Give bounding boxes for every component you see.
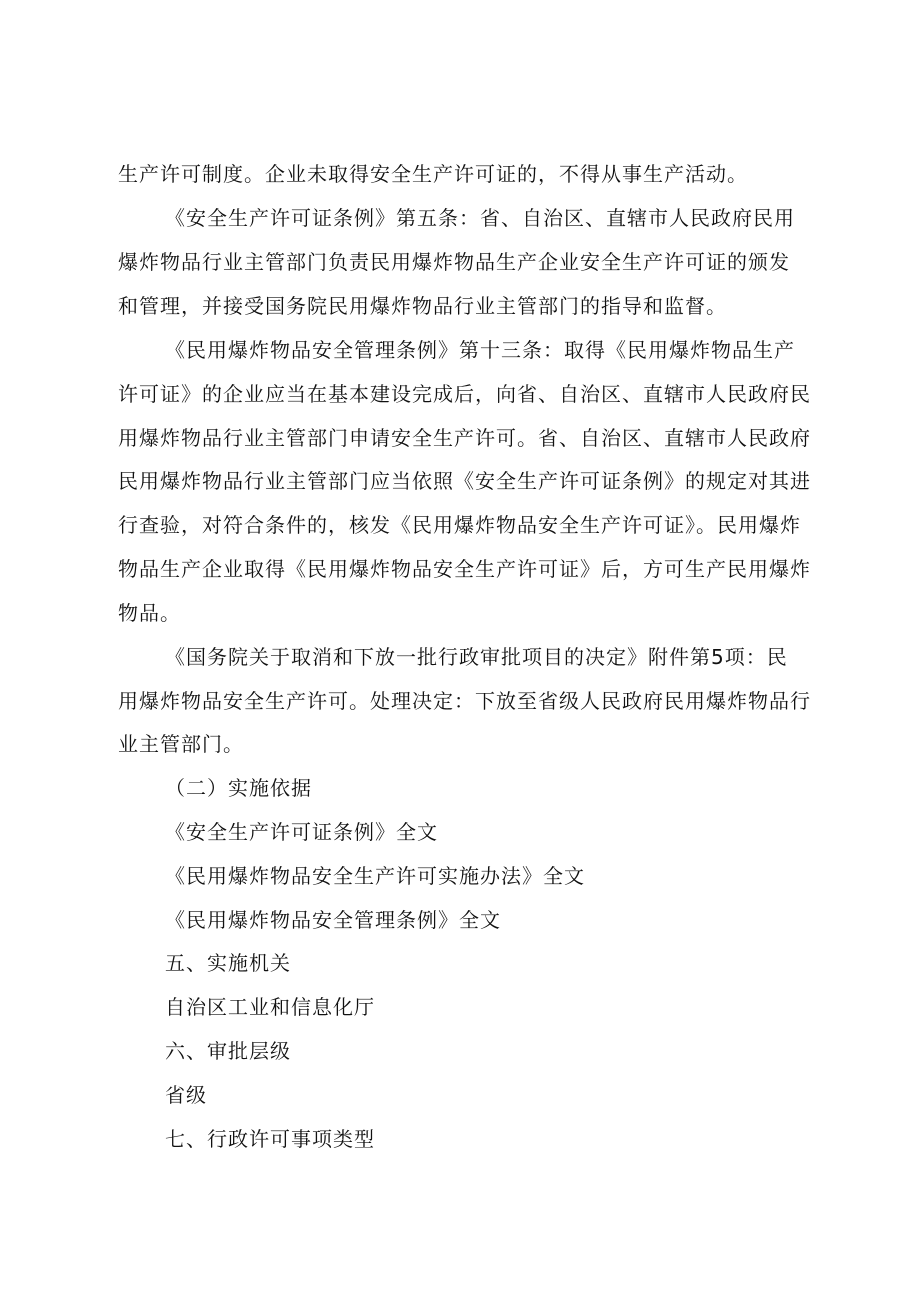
paragraph-line: 业主管部门。 — [118, 732, 244, 756]
basis-item: 《安全生产许可证条例》全文 — [165, 820, 438, 844]
paragraph-line: 许可证》的企业应当在基本建设完成后，向省、自治区、直辖市人民政府民 — [118, 382, 811, 406]
section-heading: 五、实施机关 — [165, 951, 291, 975]
section-content: 省级 — [165, 1083, 207, 1107]
paragraph-line: 用爆炸物品安全生产许可。处理决定：下放至省级人民政府民用爆炸物品行 — [118, 689, 811, 713]
basis-item: 《民用爆炸物品安全生产许可实施办法》全文 — [165, 864, 585, 888]
paragraph-line: 《安全生产许可证条例》第五条：省、自治区、直辖市人民政府民用 — [165, 206, 795, 230]
paragraph-line: 爆炸物品行业主管部门负责民用爆炸物品生产企业安全生产许可证的颁发 — [118, 250, 790, 274]
paragraph-line: 和管理，并接受国务院民用爆炸物品行业主管部门的指导和监督。 — [118, 294, 727, 318]
section-heading: 六、审批层级 — [165, 1039, 291, 1063]
basis-item: 《民用爆炸物品安全管理条例》全文 — [165, 908, 501, 932]
paragraph-line: 生产许可制度。企业未取得安全生产许可证的，不得从事生产活动。 — [118, 162, 748, 186]
section-heading: 七、行政许可事项类型 — [165, 1127, 375, 1151]
section-subheading: （二）实施依据 — [165, 776, 312, 800]
paragraph-line: 《国务院关于取消和下放一批行政审批项目的决定》附件第5项：民 — [165, 645, 788, 669]
section-content: 自治区工业和信息化厅 — [165, 995, 375, 1019]
paragraph-line: 物品。 — [118, 601, 181, 625]
paragraph-line: 用爆炸物品行业主管部门申请安全生产许可。省、自治区、直辖市人民政府 — [118, 426, 811, 450]
paragraph-line: 行查验，对符合条件的，核发《民用爆炸物品安全生产许可证》。民用爆炸 — [118, 513, 801, 537]
paragraph-line: 民用爆炸物品行业主管部门应当依照《安全生产许可证条例》的规定对其进 — [118, 469, 811, 493]
paragraph-line: 《民用爆炸物品安全管理条例》第十三条：取得《民用爆炸物品生产 — [165, 338, 795, 362]
paragraph-line: 物品生产企业取得《民用爆炸物品安全生产许可证》后，方可生产民用爆炸 — [118, 557, 811, 581]
